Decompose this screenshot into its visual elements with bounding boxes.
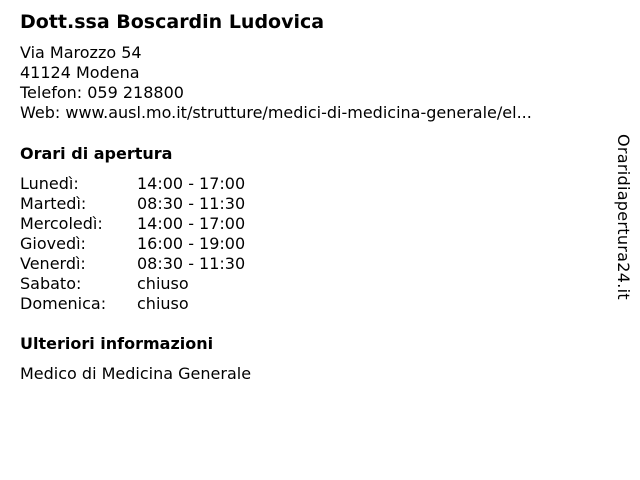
hours-row-tuesday — [20, 194, 245, 214]
hours-row-saturday — [20, 274, 245, 294]
city-postal: 41124 Modena — [20, 63, 140, 82]
day-label: Sabato: — [20, 274, 82, 293]
page-title: Dott.ssa Boscardin Ludovica — [20, 11, 325, 33]
day-label: Lunedì: — [20, 174, 79, 193]
website-link[interactable]: Web: www.ausl.mo.it/strutture/medici-di-medicina-generale/el... — [20, 103, 532, 122]
day-label: Giovedì: — [20, 234, 86, 253]
phone-number: Telefon: 059 218800 — [20, 83, 184, 102]
time-range: 14:00 - 17:00 — [137, 214, 246, 233]
day-label: Mercoledì: — [20, 214, 103, 233]
opening-hours-table — [20, 174, 245, 314]
day-label: Venerdì: — [20, 254, 86, 273]
time-range: 08:30 - 11:30 — [137, 194, 246, 213]
category-text: Medico di Medicina Generale — [20, 364, 252, 383]
time-range: chiuso — [137, 294, 189, 313]
hours-row-wednesday — [20, 214, 245, 234]
day-label: Martedì: — [20, 194, 87, 213]
hours-row-friday — [20, 254, 245, 274]
time-range: 14:00 - 17:00 — [137, 174, 246, 193]
time-range: chiuso — [137, 274, 189, 293]
time-range: 16:00 - 19:00 — [137, 234, 246, 253]
time-range: 08:30 - 11:30 — [137, 254, 246, 273]
hours-row-sunday — [20, 294, 245, 314]
additional-info-heading: Ulteriori informazioni — [20, 334, 214, 353]
hours-row-thursday — [20, 234, 245, 254]
brand-watermark: Oraridiapertura24.it — [614, 134, 633, 300]
hours-row-monday — [20, 174, 245, 194]
address-block — [20, 43, 532, 123]
opening-hours-heading: Orari di apertura — [20, 144, 173, 163]
day-label: Domenica: — [20, 294, 107, 313]
street-address: Via Marozzo 54 — [20, 43, 142, 62]
